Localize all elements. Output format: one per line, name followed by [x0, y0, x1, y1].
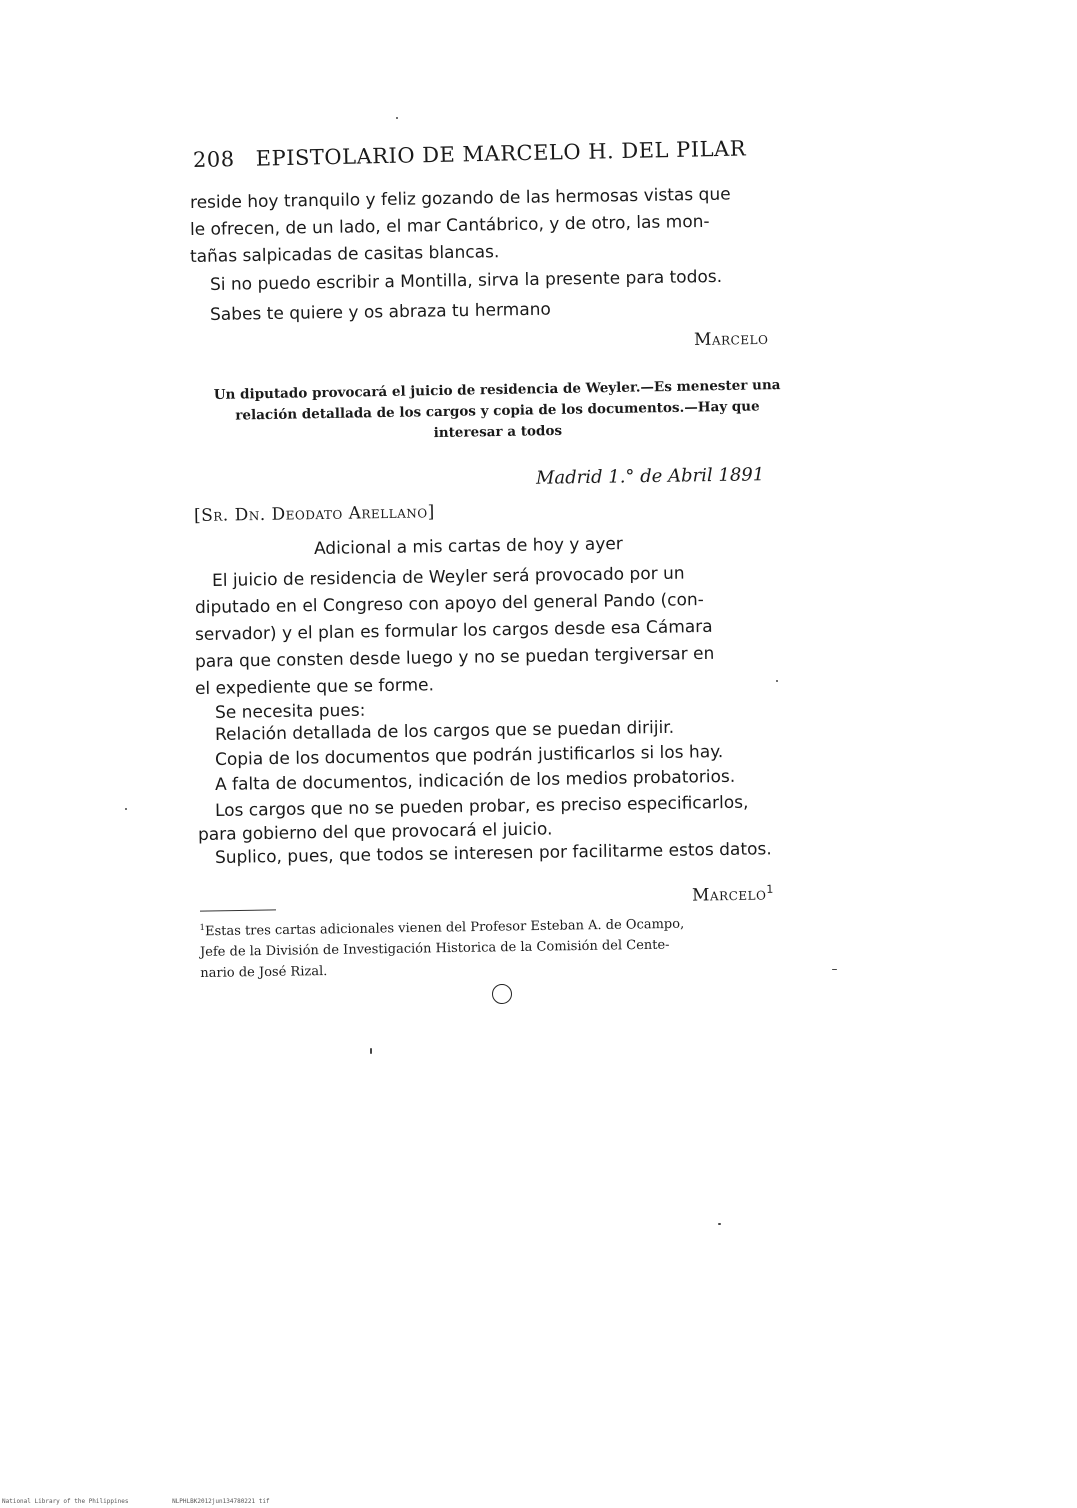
page-number: 208 — [192, 147, 235, 172]
footnote-line-2: Jefe de la División de Investigación Historica de la Comisión del Cente- — [199, 937, 670, 961]
footnote-line-1: $^1$Estas tres cartas adicionales vienen del Profesor Esteban A. de Ocampo, — [199, 916, 685, 940]
running-header — [193, 136, 746, 172]
summary-line-3: interesar a todos — [433, 422, 563, 442]
scan-speck — [396, 117, 398, 119]
scan-speck — [370, 1048, 372, 1054]
section-end-ornament — [492, 984, 512, 1004]
first-letter-line-4: Si no puedo escribir a Montilla, sirva la presente para todos. — [209, 266, 723, 295]
second-letter-line-7: Relación detallada de los cargos que se puedan dirijir. — [214, 717, 675, 745]
first-letter-line-1: reside hoy tranquilo y feliz gozando de las hermosas vistas que — [189, 184, 731, 213]
second-letter-signature — [692, 877, 774, 909]
first-letter-signature: Marcelo — [693, 328, 769, 350]
scan-file-label: NLPHLBK2012jun134780221 tif — [172, 1498, 270, 1505]
scan-library-label: National Library of the Philippines — [2, 1498, 129, 1505]
footnote-marker: 1 — [199, 921, 206, 933]
first-letter-line-5: Sabes te quiere y os abraza tu hermano — [209, 299, 552, 325]
first-letter-line-3: tañas salpicadas de casitas blancas. — [189, 242, 500, 267]
place-date: Madrid 1.° de Abril 1891 — [535, 464, 765, 489]
scan-id-strip — [2, 1498, 270, 1505]
summary-line-2: relación detallada de los cargos y copia de los documentos.—Hay que — [235, 398, 760, 424]
addressee: [Sr. Dn. Deodato Arellano] — [193, 502, 435, 526]
letter-summary — [189, 375, 805, 449]
second-letter-line-3: servador) y el plan es formular los cargos desde esa Cámara — [194, 616, 713, 645]
first-letter-line-2: le ofrecen, de un lado, el mar Cantábrico, y de otro, las mon- — [189, 211, 710, 240]
second-letter-line-4: para que consten desde luego y no se puedan tergiversar en — [194, 643, 715, 672]
footnote — [199, 909, 685, 984]
signature-name: Marcelo — [691, 884, 767, 906]
second-letter-line-12: Suplico, pues, que todos se interesen por facilitarme estos datos. — [214, 839, 772, 868]
second-letter-line-11: para gobierno del que provocará el juicio. — [197, 819, 553, 845]
second-letter-line-1: El juicio de residencia de Weyler será provocado por un — [211, 563, 685, 591]
summary-line-1: Un diputado provocará el juicio de residencia de Weyler.—Es menester una — [213, 377, 781, 403]
footnote-reference: 1 — [766, 882, 774, 896]
second-letter-line-8: Copia de los documentos que podrán justificarlos si los hay. — [214, 742, 724, 770]
second-letter-line-9: A falta de documentos, indicación de los medios probatorios. — [214, 766, 736, 795]
footnote-rule — [200, 909, 276, 911]
second-letter-line-10: Los cargos que no se pueden probar, es preciso especificarlos, — [214, 792, 749, 821]
second-letter-line-6: Se necesita pues: — [214, 700, 366, 723]
letter-subject: Adicional a mis cartas de hoy y ayer — [313, 534, 623, 559]
running-title: EPISTOLARIO DE MARCELO H. DEL PILAR — [255, 136, 747, 171]
second-letter-line-5: el expediente que se forme. — [194, 675, 435, 699]
footnote-line-3: nario de José Rizal. — [200, 964, 328, 982]
scan-speck — [832, 969, 837, 970]
scan-speck — [776, 680, 778, 682]
scan-speck — [718, 1223, 721, 1225]
second-letter-line-2: diputado en el Congreso con apoyo del general Pando (con- — [194, 590, 705, 618]
scan-speck — [125, 808, 127, 810]
